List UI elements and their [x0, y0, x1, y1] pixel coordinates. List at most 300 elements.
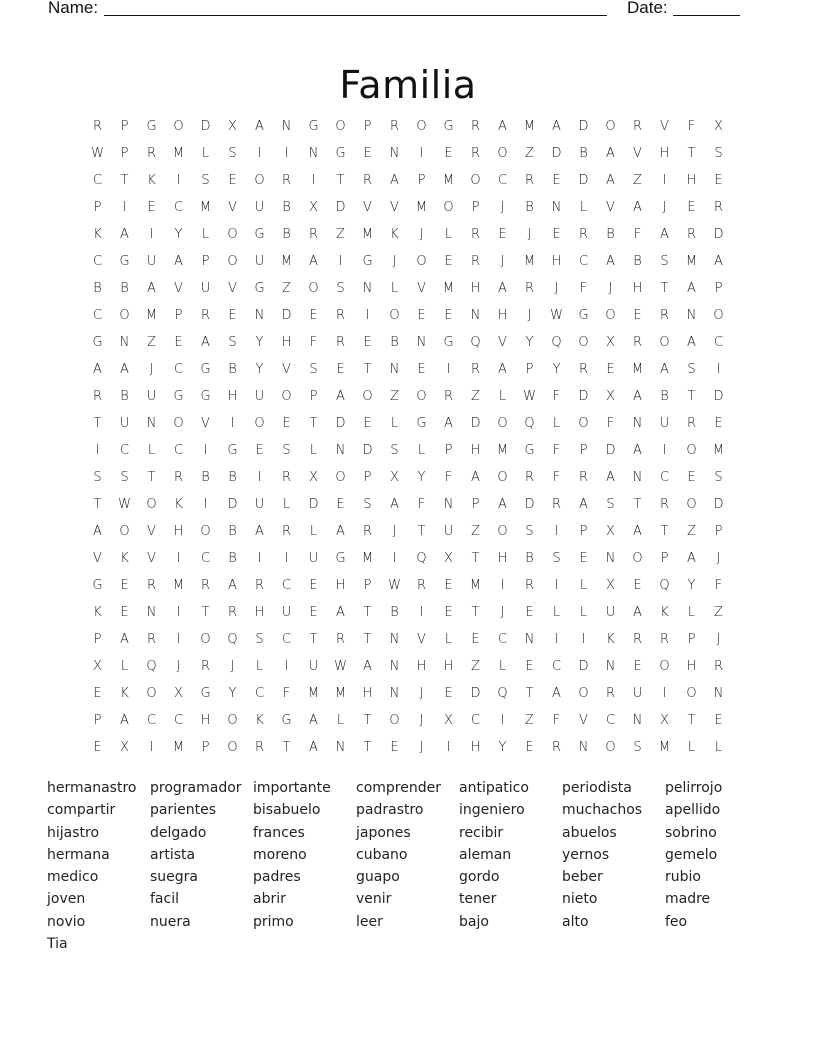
grid-letter[interactable]: S — [282, 443, 291, 458]
grid-letter[interactable]: M — [631, 362, 644, 377]
grid-letter[interactable]: E — [471, 632, 480, 647]
grid-letter[interactable]: R — [605, 686, 616, 701]
grid-letter[interactable]: G — [92, 335, 103, 350]
grid-letter[interactable]: R — [335, 632, 346, 647]
grid-letter[interactable]: H — [470, 281, 481, 296]
grid-letter[interactable]: O — [335, 470, 346, 485]
grid-letter[interactable]: M — [685, 254, 698, 269]
grid-letter[interactable]: L — [417, 443, 426, 458]
grid-letter[interactable]: T — [93, 497, 102, 512]
grid-letter[interactable]: L — [282, 497, 291, 512]
grid-letter[interactable]: O — [281, 389, 292, 404]
grid-letter[interactable]: O — [389, 308, 400, 323]
grid-letter[interactable]: B — [606, 227, 615, 242]
grid-letter[interactable]: X — [228, 119, 237, 134]
grid-letter[interactable]: R — [713, 200, 724, 215]
grid-letter[interactable]: R — [524, 173, 535, 188]
grid-letter[interactable]: S — [336, 281, 345, 296]
grid-letter[interactable]: T — [471, 605, 480, 620]
grid-letter[interactable]: L — [552, 605, 561, 620]
grid-letter[interactable]: E — [120, 578, 129, 593]
grid-letter[interactable]: E — [633, 578, 642, 593]
grid-letter[interactable]: P — [579, 443, 588, 458]
grid-letter[interactable]: K — [606, 632, 615, 647]
grid-letter[interactable]: C — [254, 686, 265, 701]
grid-letter[interactable]: N — [281, 119, 292, 134]
grid-letter[interactable]: S — [201, 173, 210, 188]
grid-letter[interactable]: X — [309, 470, 318, 485]
grid-letter[interactable]: Z — [471, 659, 480, 674]
grid-letter[interactable]: N — [551, 200, 562, 215]
date-blank-line[interactable] — [673, 15, 740, 16]
grid-letter[interactable]: U — [308, 551, 319, 566]
grid-letter[interactable]: V — [174, 281, 183, 296]
grid-letter[interactable]: R — [254, 578, 265, 593]
grid-letter[interactable]: P — [471, 200, 480, 215]
grid-letter[interactable]: P — [174, 308, 183, 323]
grid-letter[interactable]: T — [363, 362, 372, 377]
grid-letter[interactable]: A — [336, 605, 345, 620]
grid-letter[interactable]: I — [662, 686, 667, 701]
grid-letter[interactable]: C — [497, 632, 508, 647]
grid-letter[interactable]: C — [173, 443, 184, 458]
grid-letter[interactable]: O — [497, 146, 508, 161]
grid-letter[interactable]: M — [523, 119, 536, 134]
grid-letter[interactable]: C — [551, 659, 562, 674]
grid-letter[interactable]: L — [120, 659, 129, 674]
grid-letter[interactable]: H — [443, 659, 454, 674]
grid-letter[interactable]: N — [335, 740, 346, 755]
grid-letter[interactable]: V — [633, 146, 642, 161]
grid-letter[interactable]: N — [470, 308, 481, 323]
grid-letter[interactable]: R — [92, 389, 103, 404]
grid-letter[interactable]: T — [201, 605, 210, 620]
grid-letter[interactable]: A — [660, 362, 669, 377]
grid-letter[interactable]: F — [552, 389, 561, 404]
grid-letter[interactable]: I — [716, 362, 721, 377]
grid-letter[interactable]: Y — [417, 470, 426, 485]
grid-letter[interactable]: P — [309, 389, 318, 404]
grid-letter[interactable]: O — [605, 740, 616, 755]
grid-letter[interactable]: C — [713, 335, 724, 350]
grid-letter[interactable]: F — [687, 119, 696, 134]
grid-letter[interactable]: V — [201, 416, 210, 431]
grid-letter[interactable]: L — [687, 605, 696, 620]
grid-letter[interactable]: F — [633, 227, 642, 242]
grid-letter[interactable]: D — [281, 308, 292, 323]
grid-letter[interactable]: N — [254, 308, 265, 323]
grid-letter[interactable]: P — [120, 119, 129, 134]
grid-letter[interactable]: T — [525, 686, 534, 701]
grid-letter[interactable]: E — [228, 173, 237, 188]
grid-letter[interactable]: C — [605, 713, 616, 728]
grid-letter[interactable]: P — [660, 551, 669, 566]
grid-letter[interactable]: K — [660, 605, 669, 620]
grid-letter[interactable]: A — [444, 416, 453, 431]
grid-letter[interactable]: T — [660, 281, 669, 296]
grid-letter[interactable]: J — [392, 524, 397, 539]
grid-letter[interactable]: P — [93, 713, 102, 728]
grid-letter[interactable]: F — [606, 416, 615, 431]
grid-letter[interactable]: A — [93, 362, 102, 377]
grid-letter[interactable]: I — [554, 524, 559, 539]
grid-letter[interactable]: E — [444, 578, 453, 593]
grid-letter[interactable]: Z — [633, 173, 642, 188]
grid-letter[interactable]: E — [93, 740, 102, 755]
grid-letter[interactable]: N — [605, 659, 616, 674]
grid-letter[interactable]: P — [444, 443, 453, 458]
grid-letter[interactable]: G — [173, 389, 184, 404]
grid-letter[interactable]: X — [390, 470, 399, 485]
grid-letter[interactable]: I — [284, 659, 289, 674]
grid-letter[interactable]: L — [552, 416, 561, 431]
grid-letter[interactable]: G — [335, 551, 346, 566]
grid-letter[interactable]: U — [605, 605, 616, 620]
grid-letter[interactable]: D — [362, 443, 373, 458]
grid-letter[interactable]: R — [578, 362, 589, 377]
grid-letter[interactable]: P — [120, 146, 129, 161]
grid-letter[interactable]: Z — [390, 389, 399, 404]
grid-letter[interactable]: T — [147, 470, 156, 485]
grid-letter[interactable]: C — [281, 632, 292, 647]
grid-letter[interactable]: O — [605, 308, 616, 323]
grid-letter[interactable]: Y — [174, 227, 183, 242]
grid-letter[interactable]: R — [335, 335, 346, 350]
grid-letter[interactable]: G — [443, 335, 454, 350]
grid-letter[interactable]: S — [228, 146, 237, 161]
grid-letter[interactable]: Z — [147, 335, 156, 350]
grid-letter[interactable]: Q — [227, 632, 238, 647]
grid-letter[interactable]: L — [147, 443, 156, 458]
grid-letter[interactable]: A — [606, 146, 615, 161]
grid-letter[interactable]: A — [498, 281, 507, 296]
grid-letter[interactable]: O — [605, 119, 616, 134]
grid-letter[interactable]: O — [578, 335, 589, 350]
grid-letter[interactable]: O — [659, 335, 670, 350]
grid-letter[interactable]: R — [335, 308, 346, 323]
grid-letter[interactable]: A — [552, 686, 561, 701]
grid-letter[interactable]: J — [419, 686, 424, 701]
grid-letter[interactable]: T — [687, 146, 696, 161]
grid-letter[interactable]: Z — [336, 227, 345, 242]
grid-letter[interactable]: X — [660, 713, 669, 728]
grid-letter[interactable]: B — [282, 227, 291, 242]
grid-letter[interactable]: N — [416, 335, 427, 350]
grid-letter[interactable]: O — [497, 416, 508, 431]
grid-letter[interactable]: O — [578, 686, 589, 701]
grid-letter[interactable]: C — [92, 254, 103, 269]
grid-letter[interactable]: E — [444, 308, 453, 323]
grid-letter[interactable]: I — [554, 578, 559, 593]
grid-letter[interactable]: M — [172, 740, 185, 755]
grid-letter[interactable]: N — [308, 146, 319, 161]
grid-letter[interactable]: I — [122, 200, 127, 215]
grid-letter[interactable]: N — [686, 308, 697, 323]
grid-letter[interactable]: E — [687, 470, 696, 485]
grid-letter[interactable]: V — [93, 551, 102, 566]
grid-letter[interactable]: H — [254, 605, 265, 620]
grid-letter[interactable]: G — [92, 578, 103, 593]
grid-letter[interactable]: O — [173, 416, 184, 431]
grid-letter[interactable]: R — [200, 659, 211, 674]
grid-letter[interactable]: K — [120, 686, 129, 701]
grid-letter[interactable]: X — [93, 659, 102, 674]
grid-letter[interactable]: O — [686, 686, 697, 701]
grid-letter[interactable]: E — [525, 605, 534, 620]
grid-letter[interactable]: L — [309, 443, 318, 458]
grid-letter[interactable]: E — [147, 200, 156, 215]
grid-letter[interactable]: Y — [228, 686, 237, 701]
grid-letter[interactable]: F — [309, 335, 318, 350]
grid-letter[interactable]: B — [525, 200, 534, 215]
grid-letter[interactable]: R — [659, 308, 670, 323]
grid-letter[interactable]: O — [632, 551, 643, 566]
grid-letter[interactable]: S — [606, 497, 615, 512]
grid-letter[interactable]: D — [578, 389, 589, 404]
grid-letter[interactable]: S — [714, 470, 723, 485]
grid-letter[interactable]: B — [525, 551, 534, 566]
grid-letter[interactable]: O — [470, 173, 481, 188]
grid-letter[interactable]: A — [120, 632, 129, 647]
grid-letter[interactable]: S — [552, 551, 561, 566]
grid-letter[interactable]: D — [335, 416, 346, 431]
grid-letter[interactable]: A — [309, 254, 318, 269]
grid-letter[interactable]: M — [334, 686, 347, 701]
grid-letter[interactable]: C — [470, 713, 481, 728]
grid-letter[interactable]: R — [227, 605, 238, 620]
grid-letter[interactable]: I — [149, 227, 154, 242]
grid-letter[interactable]: R — [713, 659, 724, 674]
grid-letter[interactable]: P — [714, 524, 723, 539]
grid-letter[interactable]: M — [361, 227, 374, 242]
grid-letter[interactable]: O — [497, 524, 508, 539]
grid-letter[interactable]: W — [523, 389, 536, 404]
grid-letter[interactable]: M — [442, 173, 455, 188]
grid-letter[interactable]: A — [390, 173, 399, 188]
grid-letter[interactable]: L — [309, 524, 318, 539]
grid-letter[interactable]: T — [282, 740, 291, 755]
grid-letter[interactable]: R — [254, 740, 265, 755]
grid-letter[interactable]: O — [254, 416, 265, 431]
grid-letter[interactable]: L — [390, 416, 399, 431]
grid-letter[interactable]: G — [200, 362, 211, 377]
grid-letter[interactable]: D — [335, 200, 346, 215]
grid-letter[interactable]: J — [419, 713, 424, 728]
grid-letter[interactable]: W — [334, 659, 347, 674]
grid-letter[interactable]: H — [686, 659, 697, 674]
grid-letter[interactable]: O — [146, 497, 157, 512]
grid-letter[interactable]: E — [174, 335, 183, 350]
grid-letter[interactable]: R — [281, 470, 292, 485]
grid-letter[interactable]: K — [174, 497, 183, 512]
grid-letter[interactable]: G — [308, 119, 319, 134]
grid-letter[interactable]: G — [578, 308, 589, 323]
grid-letter[interactable]: U — [254, 389, 265, 404]
grid-letter[interactable]: S — [255, 632, 264, 647]
grid-letter[interactable]: U — [254, 254, 265, 269]
grid-letter[interactable]: F — [282, 686, 291, 701]
grid-letter[interactable]: U — [200, 281, 211, 296]
grid-letter[interactable]: D — [200, 119, 211, 134]
grid-letter[interactable]: N — [362, 281, 373, 296]
grid-letter[interactable]: B — [228, 470, 237, 485]
grid-letter[interactable]: T — [120, 173, 129, 188]
grid-letter[interactable]: V — [579, 713, 588, 728]
grid-letter[interactable]: N — [389, 146, 400, 161]
grid-letter[interactable]: E — [309, 578, 318, 593]
grid-letter[interactable]: M — [712, 443, 725, 458]
grid-letter[interactable]: L — [498, 659, 507, 674]
grid-letter[interactable]: Z — [471, 389, 480, 404]
grid-letter[interactable]: O — [200, 632, 211, 647]
grid-letter[interactable]: T — [93, 416, 102, 431]
grid-letter[interactable]: R — [362, 173, 373, 188]
grid-letter[interactable]: X — [120, 740, 129, 755]
grid-letter[interactable]: A — [552, 119, 561, 134]
grid-letter[interactable]: A — [120, 362, 129, 377]
grid-letter[interactable]: V — [363, 200, 372, 215]
grid-letter[interactable]: E — [714, 416, 723, 431]
grid-letter[interactable]: J — [419, 740, 424, 755]
grid-letter[interactable]: X — [606, 335, 615, 350]
grid-letter[interactable]: I — [257, 551, 262, 566]
grid-letter[interactable]: I — [446, 740, 451, 755]
grid-letter[interactable]: O — [713, 308, 724, 323]
grid-letter[interactable]: A — [390, 497, 399, 512]
grid-letter[interactable]: N — [389, 362, 400, 377]
grid-letter[interactable]: J — [527, 227, 532, 242]
grid-letter[interactable]: X — [444, 551, 453, 566]
grid-letter[interactable]: E — [228, 308, 237, 323]
grid-letter[interactable]: R — [146, 146, 157, 161]
grid-letter[interactable]: X — [606, 389, 615, 404]
grid-letter[interactable]: N — [632, 416, 643, 431]
grid-letter[interactable]: R — [146, 632, 157, 647]
grid-letter[interactable]: U — [254, 497, 265, 512]
grid-letter[interactable]: K — [390, 227, 399, 242]
grid-letter[interactable]: A — [120, 227, 129, 242]
grid-letter[interactable]: O — [335, 119, 346, 134]
grid-letter[interactable]: I — [419, 605, 424, 620]
grid-letter[interactable]: K — [147, 173, 156, 188]
grid-letter[interactable]: U — [308, 659, 319, 674]
grid-letter[interactable]: H — [686, 173, 697, 188]
grid-letter[interactable]: L — [201, 227, 210, 242]
grid-letter[interactable]: X — [174, 686, 183, 701]
grid-letter[interactable]: U — [659, 416, 670, 431]
grid-letter[interactable]: N — [389, 686, 400, 701]
grid-letter[interactable]: O — [227, 713, 238, 728]
grid-letter[interactable]: A — [498, 362, 507, 377]
grid-letter[interactable]: I — [203, 497, 208, 512]
grid-letter[interactable]: I — [500, 578, 505, 593]
grid-letter[interactable]: J — [176, 659, 181, 674]
grid-letter[interactable]: M — [172, 578, 185, 593]
grid-letter[interactable]: N — [146, 416, 157, 431]
grid-letter[interactable]: V — [498, 335, 507, 350]
grid-letter[interactable]: C — [173, 362, 184, 377]
grid-letter[interactable]: S — [660, 254, 669, 269]
grid-letter[interactable]: F — [417, 497, 426, 512]
grid-letter[interactable]: A — [606, 254, 615, 269]
grid-letter[interactable]: N — [119, 335, 130, 350]
grid-letter[interactable]: C — [146, 713, 157, 728]
grid-letter[interactable]: I — [419, 146, 424, 161]
grid-letter[interactable]: T — [471, 551, 480, 566]
grid-letter[interactable]: E — [390, 740, 399, 755]
grid-letter[interactable]: T — [363, 713, 372, 728]
grid-letter[interactable]: A — [336, 389, 345, 404]
grid-letter[interactable]: M — [415, 200, 428, 215]
grid-letter[interactable]: E — [309, 308, 318, 323]
grid-letter[interactable]: P — [579, 524, 588, 539]
grid-letter[interactable]: Z — [525, 713, 534, 728]
grid-letter[interactable]: Z — [714, 605, 723, 620]
grid-letter[interactable]: U — [254, 200, 265, 215]
grid-letter[interactable]: L — [255, 659, 264, 674]
grid-letter[interactable]: E — [336, 497, 345, 512]
grid-letter[interactable]: V — [606, 200, 615, 215]
grid-letter[interactable]: A — [606, 173, 615, 188]
grid-letter[interactable]: R — [632, 632, 643, 647]
grid-letter[interactable]: R — [632, 119, 643, 134]
grid-letter[interactable]: O — [659, 659, 670, 674]
grid-letter[interactable]: M — [145, 308, 158, 323]
grid-letter[interactable]: B — [390, 605, 399, 620]
grid-letter[interactable]: U — [146, 254, 157, 269]
grid-letter[interactable]: G — [119, 254, 130, 269]
grid-letter[interactable]: V — [417, 281, 426, 296]
grid-letter[interactable]: R — [200, 578, 211, 593]
grid-letter[interactable]: W — [388, 578, 401, 593]
grid-letter[interactable]: K — [93, 227, 102, 242]
grid-letter[interactable]: P — [363, 470, 372, 485]
grid-letter[interactable]: E — [282, 416, 291, 431]
grid-letter[interactable]: E — [606, 362, 615, 377]
grid-letter[interactable]: H — [551, 254, 562, 269]
grid-letter[interactable]: Y — [552, 362, 561, 377]
grid-letter[interactable]: P — [417, 173, 426, 188]
grid-letter[interactable]: I — [662, 443, 667, 458]
grid-letter[interactable]: M — [523, 254, 536, 269]
grid-letter[interactable]: D — [524, 497, 535, 512]
grid-letter[interactable]: M — [307, 686, 320, 701]
grid-letter[interactable]: I — [392, 551, 397, 566]
grid-letter[interactable]: L — [579, 200, 588, 215]
grid-letter[interactable]: F — [552, 443, 561, 458]
grid-letter[interactable]: V — [417, 632, 426, 647]
grid-letter[interactable]: U — [146, 389, 157, 404]
grid-letter[interactable]: J — [149, 362, 154, 377]
grid-letter[interactable]: C — [497, 173, 508, 188]
grid-letter[interactable]: G — [443, 119, 454, 134]
grid-letter[interactable]: N — [524, 632, 535, 647]
grid-letter[interactable]: I — [338, 254, 343, 269]
grid-letter[interactable]: E — [417, 362, 426, 377]
grid-letter[interactable]: R — [551, 497, 562, 512]
grid-letter[interactable]: E — [93, 686, 102, 701]
grid-letter[interactable]: B — [120, 389, 129, 404]
grid-letter[interactable]: A — [471, 470, 480, 485]
grid-letter[interactable]: I — [257, 146, 262, 161]
grid-letter[interactable]: R — [632, 335, 643, 350]
grid-letter[interactable]: E — [444, 686, 453, 701]
grid-letter[interactable]: M — [496, 443, 509, 458]
grid-letter[interactable]: R — [551, 740, 562, 755]
grid-letter[interactable]: O — [578, 416, 589, 431]
grid-letter[interactable]: S — [633, 740, 642, 755]
grid-letter[interactable]: E — [336, 362, 345, 377]
